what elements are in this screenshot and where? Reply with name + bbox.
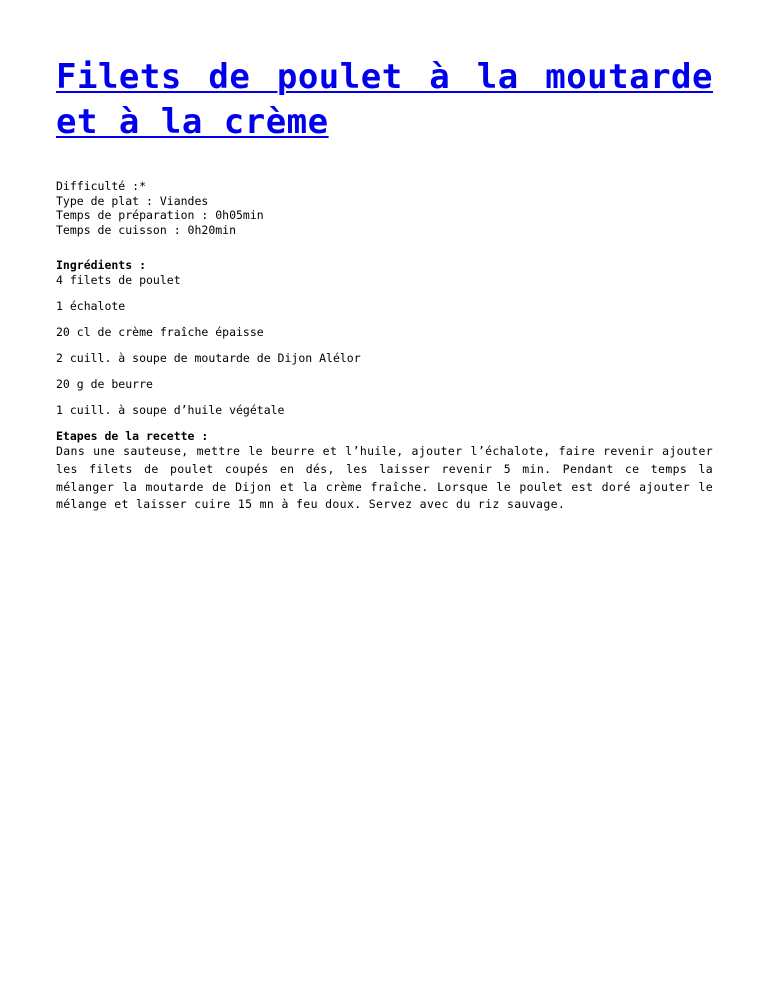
recipe-title-link[interactable]: Filets de poulet à la moutarde et à la crème <box>56 57 713 142</box>
cook-time-line: Temps de cuisson : 0h20min <box>56 222 237 237</box>
ingredient-item: 20 cl de crème fraîche épaisse <box>56 324 264 339</box>
recipe-meta <box>56 179 713 237</box>
prep-time-line: Temps de préparation : 0h05min <box>56 208 264 223</box>
ingredient-item: 1 cuill. à soupe d’huile végétale <box>56 402 285 417</box>
dish-type-line: Type de plat : Viandes <box>56 193 209 208</box>
ingredient-item: 1 échalote <box>56 298 126 313</box>
recipe-title <box>56 55 713 145</box>
ingredient-item: 2 cuill. à soupe de moutarde de Dijon Alélor <box>56 350 361 365</box>
steps-section <box>56 429 713 514</box>
difficulty-line: Difficulté :* <box>56 179 147 193</box>
ingredients-heading: Ingrédients : <box>56 258 147 273</box>
steps-heading: Etapes de la recette : <box>56 428 209 443</box>
ingredient-item: 4 filets de poulet <box>56 272 181 287</box>
recipe-page <box>56 55 713 514</box>
ingredient-item: 20 g de beurre <box>56 376 153 391</box>
ingredients-section <box>56 258 713 417</box>
steps-text: Dans une sauteuse, mettre le beurre et l’huile, ajouter l’échalote, faire revenir ajouter les filets de poulet coupés en dés, les laisser revenir 5 min. Pendant ce temps la mélanger la moutarde de Dijon et la crème fraîche. Lorsque le poulet est doré ajouter le mélange et laisser cuire 15 mn à feu doux. Servez avec du riz sauvage. <box>56 444 713 512</box>
